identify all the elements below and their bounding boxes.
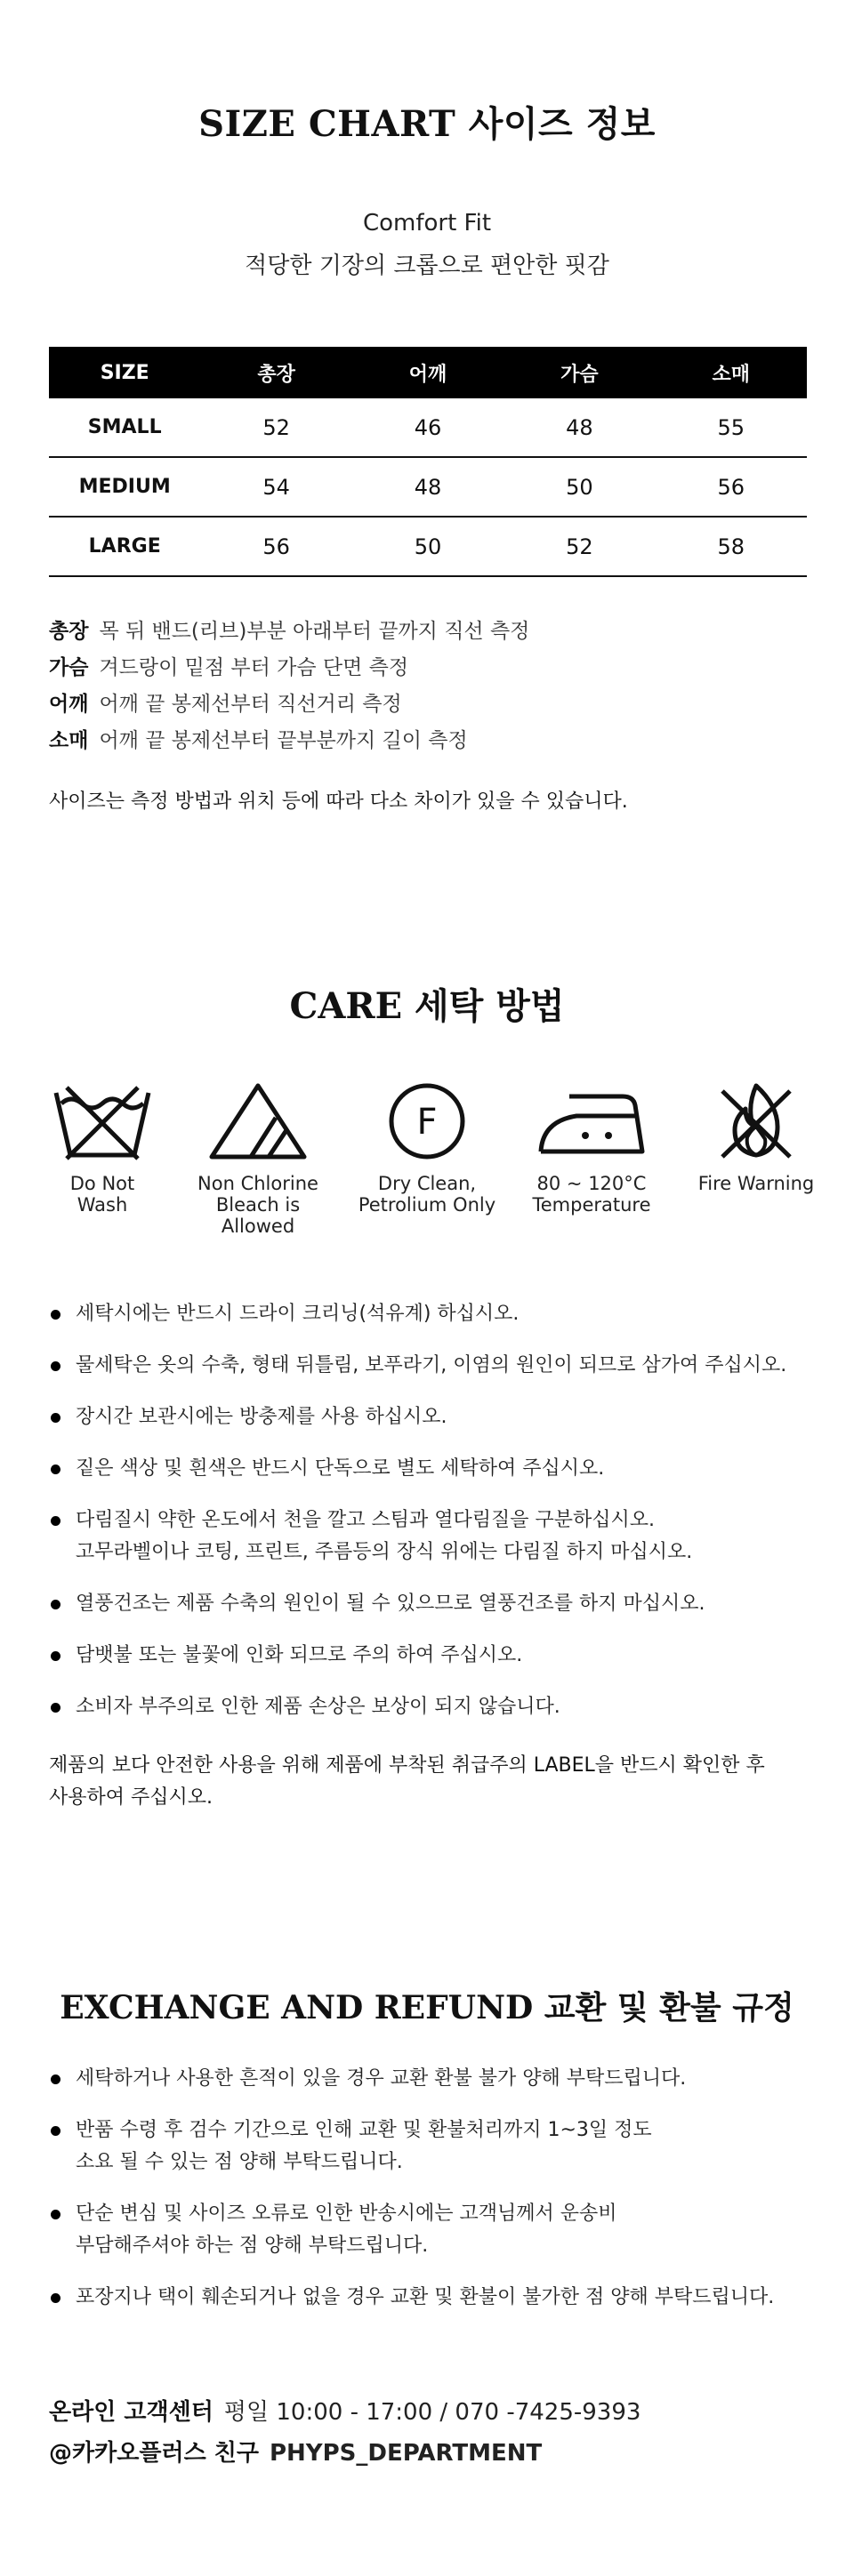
exchange-policy-list: [49, 2063, 832, 2333]
bullet-icon: [51, 1310, 60, 1320]
bullet-icon: [51, 1651, 60, 1661]
iron-icon: [534, 1080, 649, 1162]
bullet-icon: [51, 2293, 60, 2303]
table-row: [49, 517, 807, 576]
list-item: [49, 1350, 823, 1382]
list-item-text: 세탁시에는 반드시 드라이 크리닝(석유계) 하십시오.: [76, 1303, 520, 1325]
size-table-header-row: [49, 347, 807, 398]
do-not-wash-icon: [49, 1080, 156, 1162]
list-item-text: 세탁하거나 사용한 흔적이 있을 경우 교환 환불 불가 양해 부탁드립니다.: [76, 2067, 687, 2090]
list-item: [49, 1401, 823, 1433]
size-cell: LARGE: [49, 517, 200, 576]
bullet-icon: [51, 1361, 60, 1371]
care-label-note: [49, 1750, 765, 1814]
customer-center-info: [49, 2392, 640, 2474]
care-label-line: Fire Warning: [697, 1173, 815, 1194]
care-item-iron: [516, 1080, 667, 1216]
fire-warning-icon: [703, 1080, 810, 1162]
list-item: [49, 2282, 832, 2314]
table-row: [49, 398, 807, 457]
care-label-line: Non Chlorine: [197, 1173, 318, 1194]
length-cell: 52: [200, 398, 351, 457]
list-item: [49, 1453, 823, 1485]
shoulder-cell: 50: [352, 517, 504, 576]
shoulder-cell: 48: [352, 457, 504, 517]
customer-center-label: 온라인 고객센터: [49, 2399, 214, 2426]
sleeve-cell: 55: [656, 398, 807, 457]
length-cell: 54: [200, 457, 351, 517]
list-item-text: 소요 될 수 있는 점 양해 부탁드립니다.: [76, 2151, 403, 2173]
care-label-line: Temperature: [532, 1194, 651, 1216]
care-label: [681, 1173, 832, 1194]
care-label-line: Petrolium Only: [358, 1194, 496, 1216]
size-cell: SMALL: [49, 398, 200, 457]
care-label-line: 80 ~ 120°C: [536, 1173, 647, 1194]
note-text: 겨드랑이 밑점 부터 가슴 단면 측정: [99, 656, 409, 679]
care-label-line: Bleach is: [215, 1194, 301, 1216]
bullet-icon: [51, 2126, 60, 2136]
care-instructions-list: [49, 1298, 823, 1743]
bullet-icon: [51, 2210, 60, 2219]
care-label: [516, 1173, 667, 1216]
chest-cell: 52: [504, 517, 655, 576]
sleeve-cell: 56: [656, 457, 807, 517]
measurement-note: [49, 650, 814, 686]
header-shoulder: 어깨: [352, 347, 504, 398]
list-item-text: 담뱃불 또는 불꽃에 인화 되므로 주의 하여 주십시오.: [76, 1644, 523, 1666]
fit-name-en: Comfort Fit: [362, 210, 492, 237]
header-chest: 가슴: [504, 347, 655, 398]
list-item-text: 부담해주셔야 하는 점 양해 부탁드립니다.: [76, 2235, 429, 2257]
measurement-note: [49, 723, 814, 759]
dry-clean-f-icon: [374, 1080, 480, 1162]
chest-cell: 50: [504, 457, 655, 517]
chest-cell: 48: [504, 398, 655, 457]
list-item-text: 소비자 부주의로 인한 제품 손상은 보상이 되지 않습니다.: [76, 1696, 560, 1718]
care-item-non-chlorine-bleach: [182, 1080, 334, 1237]
note-key: 총장: [49, 620, 89, 643]
size-table: [49, 347, 807, 577]
measurement-note: [49, 614, 814, 650]
list-item-text: 장시간 보관시에는 방충제를 사용 하십시오.: [76, 1406, 447, 1428]
bullet-icon: [51, 1516, 60, 1526]
care-label-line: Allowed: [221, 1216, 295, 1237]
customer-center-hours-phone[interactable]: 평일 10:00 - 17:00 / 070 -7425-9393: [223, 2399, 641, 2426]
header-length: 총장: [200, 347, 351, 398]
care-label: [182, 1173, 334, 1237]
care-item-dry-clean: [351, 1080, 503, 1216]
customer-center-row: [49, 2392, 640, 2433]
note-key: 어깨: [49, 693, 89, 716]
care-label: [27, 1173, 178, 1216]
header-size: SIZE: [49, 347, 200, 398]
list-item-text: 반품 수령 후 검수 기간으로 인해 교환 및 환불처리까지 1~3일 정도: [76, 2119, 652, 2141]
list-item: [49, 1505, 823, 1569]
care-title: CARE 세탁 방법: [289, 985, 565, 1027]
care-label-line: Wash: [77, 1194, 128, 1216]
size-disclaimer: 사이즈는 측정 방법과 위치 등에 따라 다소 차이가 있을 수 있습니다.: [49, 790, 628, 813]
list-item: [49, 2198, 832, 2262]
care-note-line: 제품의 보다 안전한 사용을 위해 제품에 부착된 취급주의 LABEL을 반드시 확인한 후: [49, 1754, 765, 1777]
list-item: [49, 1691, 823, 1723]
list-item-text: 단순 변심 및 사이즈 오류로 인한 반송시에는 고객님께서 운송비: [76, 2203, 617, 2225]
list-item-text: 물세탁은 옷의 수축, 형태 뒤틀림, 보푸라기, 이염의 원인이 되므로 삼가여 주십시오.: [76, 1354, 787, 1376]
care-icons-row: [18, 1080, 836, 1249]
care-note-line: 사용하여 주십시오.: [49, 1786, 214, 1809]
length-cell: 56: [200, 517, 351, 576]
size-cell: MEDIUM: [49, 457, 200, 517]
bullet-icon: [51, 1465, 60, 1474]
list-item-text: 고무라벨이나 코팅, 프린트, 주름등의 장식 위에는 다림질 하지 마십시오.: [76, 1541, 693, 1563]
bullet-icon: [51, 1413, 60, 1423]
care-label-line: Do Not: [69, 1173, 135, 1194]
note-text: 어깨 끝 봉제선부터 끝부분까지 길이 측정: [99, 729, 468, 752]
list-item-text: 포장지나 택이 훼손되거나 없을 경우 교환 및 환불이 불가한 점 양해 부탁드립니다.: [76, 2286, 775, 2308]
note-key: 가슴: [49, 656, 89, 679]
size-chart-title: SIZE CHART 사이즈 정보: [198, 103, 656, 145]
list-item-text: 열풍건조는 제품 수축의 원인이 될 수 있으므로 열풍건조를 하지 마십시오.: [76, 1593, 705, 1615]
non-chlorine-bleach-icon: [205, 1080, 311, 1162]
list-item: [49, 1640, 823, 1672]
kakao-plus-row: [49, 2433, 640, 2474]
measurement-notes: [49, 614, 814, 759]
note-text: 목 뒤 밴드(리브)부분 아래부터 끝까지 직선 측정: [99, 620, 530, 643]
kakao-plus-id[interactable]: PHYPS_DEPARTMENT: [269, 2440, 543, 2467]
list-item: [49, 1298, 823, 1330]
list-item: [49, 1588, 823, 1620]
list-item: [49, 2063, 832, 2095]
bullet-icon: [51, 1703, 60, 1713]
sleeve-cell: 58: [656, 517, 807, 576]
list-item-text: 짙은 색상 및 흰색은 반드시 단독으로 별도 세탁하여 주십시오.: [76, 1457, 605, 1480]
note-text: 어깨 끝 봉제선부터 직선거리 측정: [99, 693, 402, 716]
care-item-fire-warning: [681, 1080, 832, 1194]
bullet-icon: [51, 2074, 60, 2084]
measurement-note: [49, 686, 814, 723]
fit-description-ko: 적당한 기장의 크롭으로 편안한 핏감: [245, 253, 609, 279]
kakao-plus-label: @카카오플러스 친구: [49, 2440, 259, 2467]
note-key: 소매: [49, 729, 89, 752]
table-row: [49, 457, 807, 517]
shoulder-cell: 46: [352, 398, 504, 457]
care-item-do-not-wash: [27, 1080, 178, 1216]
exchange-refund-title: EXCHANGE AND REFUND 교환 및 환불 규정: [60, 1989, 794, 2026]
care-label-line: Dry Clean,: [377, 1173, 477, 1194]
list-item: [49, 2115, 832, 2179]
care-label: [351, 1173, 503, 1216]
header-sleeve: 소매: [656, 347, 807, 398]
list-item-text: 다림질시 약한 온도에서 천을 깔고 스팀과 열다림질을 구분하십시오.: [76, 1509, 656, 1531]
bullet-icon: [51, 1600, 60, 1609]
svg-text:F: F: [416, 1102, 438, 1143]
